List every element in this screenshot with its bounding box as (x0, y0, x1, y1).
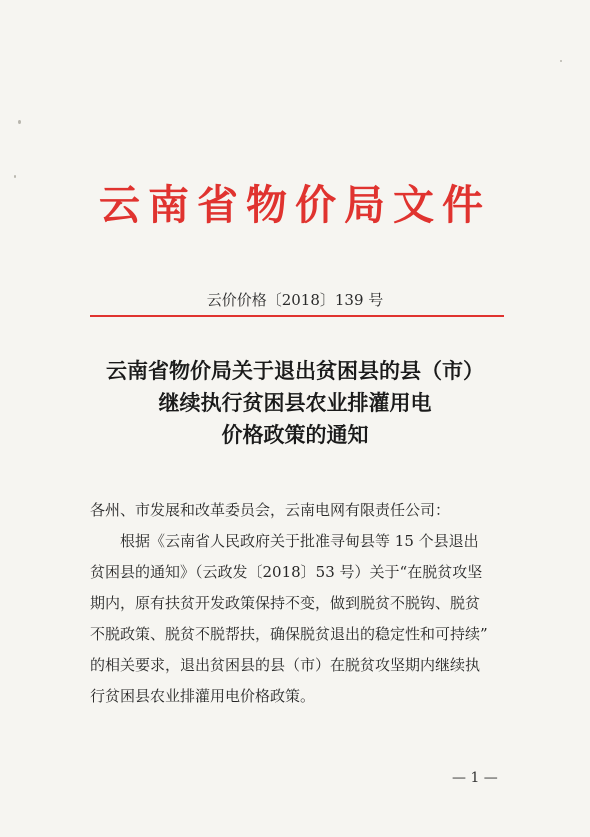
title-line-3: 价格政策的通知 (221, 422, 369, 447)
document-title (0, 355, 590, 451)
paragraph-line: 贫困县的通知》（云政发〔2018〕53 号）关于“在脱贫攻坚 (90, 563, 483, 581)
issuer-heading: 云南省物价局文件 (99, 181, 491, 229)
document-number: 云价价格〔2018〕139 号 (206, 291, 384, 309)
paragraph-line: 不脱政策、脱贫不脱帮扶，确保脱贫退出的稳定性和可持续” (90, 625, 488, 643)
paragraph-line: 的相关要求，退出贫困县的县（市）在脱贫攻坚期内继续执 (90, 656, 481, 674)
red-divider-line (90, 315, 504, 317)
paragraph-line: 期内，原有扶贫开发政策保持不变，做到脱贫不脱钩、脱贫 (90, 594, 481, 612)
scan-speck (18, 120, 21, 124)
scan-speck (14, 175, 16, 178)
page-number: — 1 — (452, 770, 498, 786)
title-line-1: 云南省物价局关于退出贫困县的县（市） (106, 358, 484, 383)
salutation: 各州、市发展和改革委员会，云南电网有限责任公司： (90, 501, 451, 519)
scan-speck (560, 60, 562, 62)
document-body (90, 495, 510, 712)
paragraph-line: 行贫困县农业排灌用电价格政策。 (90, 687, 316, 705)
paragraph-line: 根据《云南省人民政府关于批准寻甸县等 15 个县退出 (90, 532, 479, 550)
title-line-2: 继续执行贫困县农业排灌用电 (158, 390, 432, 415)
